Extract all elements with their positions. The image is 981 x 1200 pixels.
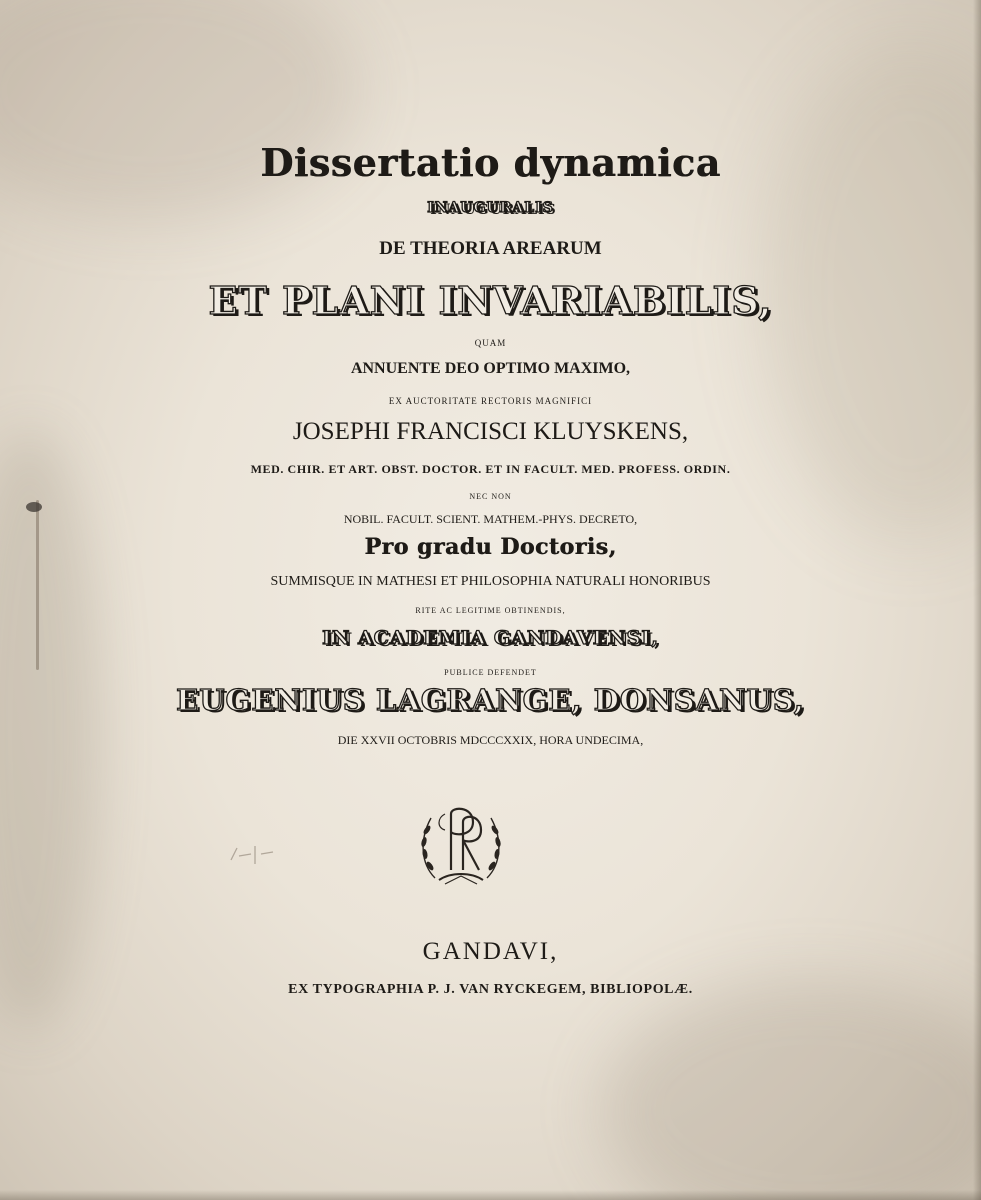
rite-line: RITE AC LEGITIME OBTINENDIS, bbox=[415, 606, 566, 615]
auctoritate-line: EX AUCTORITATE RECTORIS MAGNIFICI bbox=[388, 396, 593, 406]
paper-stain bbox=[0, 0, 360, 220]
nec-non-line: NEC NON bbox=[469, 492, 512, 501]
summisque-line: SUMMISQUE IN MATHESI ET PHILOSOPHIA NATURALI HONORIBUS bbox=[270, 574, 711, 589]
defense-date: DIE XXVII OCTOBRIS MDCCCXXIX, HORA UNDECIMA, bbox=[337, 733, 644, 747]
author-name: EUGENIUS LAGRANGE, DONSANUS, bbox=[176, 683, 805, 717]
annuente-line: ANNUENTE DEO OPTIMO MAXIMO, bbox=[350, 360, 631, 377]
monogram-laurel-icon bbox=[415, 800, 507, 886]
plani-line: ET PLANI INVARIABILIS, bbox=[208, 278, 773, 323]
imprint-printer: EX TYPOGRAPHIA P. J. VAN RYCKEGEM, BIBLIOPOLÆ. bbox=[288, 982, 693, 997]
quam-line: QUAM bbox=[474, 338, 507, 348]
pro-gradu-line: Pro gradu Doctoris, bbox=[364, 534, 617, 560]
document-title: Dissertatio dynamica bbox=[260, 140, 721, 185]
pencil-mark bbox=[225, 838, 285, 868]
publice-line: PUBLICE DEFENDET bbox=[444, 668, 537, 677]
page-edge bbox=[0, 1190, 981, 1200]
paper-stain bbox=[601, 980, 981, 1200]
imprint-place: GANDAVI, bbox=[422, 938, 559, 965]
rector-name: JOSEPHI FRANCISCI KLUYSKENS, bbox=[292, 418, 689, 445]
binding-hole bbox=[26, 502, 42, 512]
inauguralis-line: INAUGURALIS bbox=[427, 200, 554, 216]
decreto-line: NOBIL. FACULT. SCIENT. MATHEM.-PHYS. DECRETO, bbox=[343, 512, 638, 526]
rector-titles: MED. CHIR. ET ART. OBST. DOCTOR. ET IN FACULT. MED. PROFESS. ORDIN. bbox=[250, 462, 731, 476]
theoria-line: DE THEORIA AREARUM bbox=[379, 238, 602, 259]
academia-line: IN ACADEMIA GANDAVENSI, bbox=[322, 627, 659, 649]
